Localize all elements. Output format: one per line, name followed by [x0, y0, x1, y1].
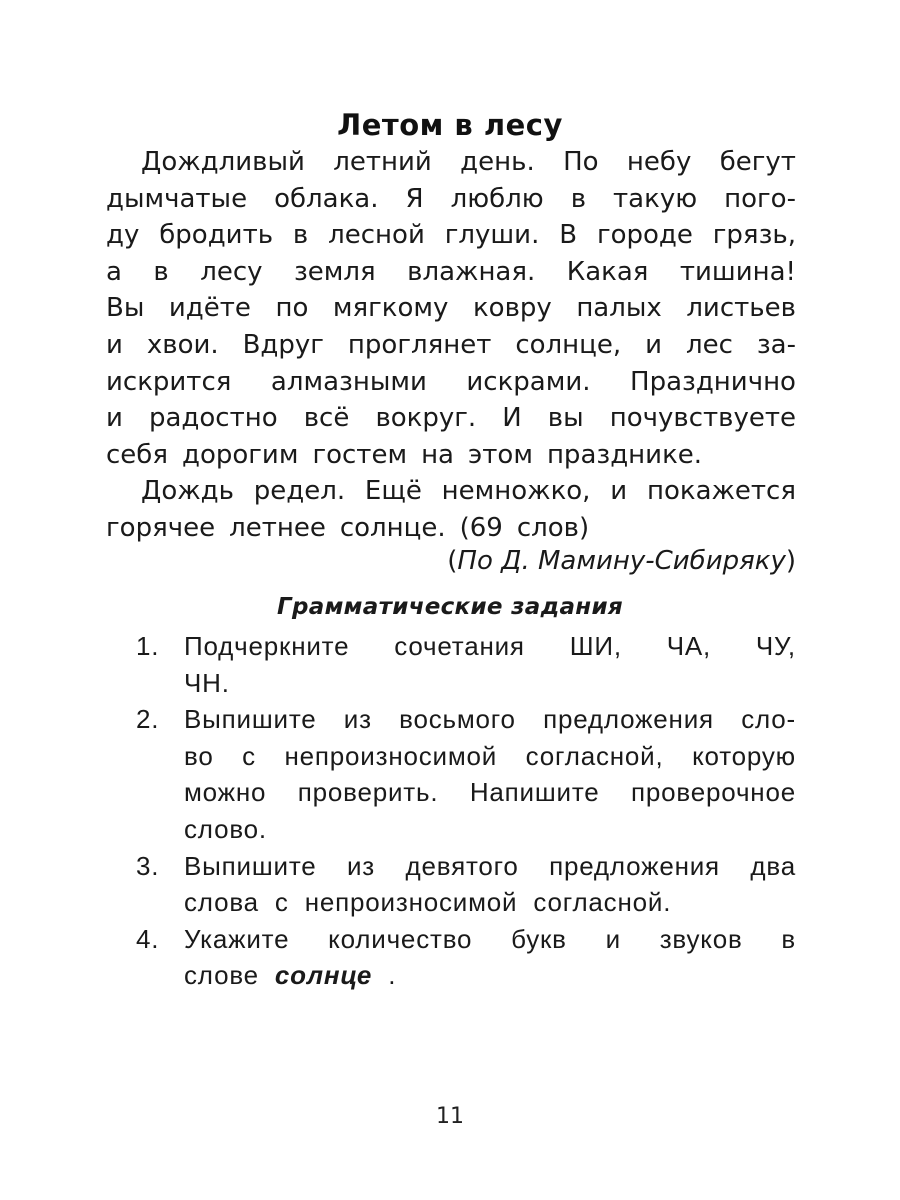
word: Я: [405, 183, 424, 214]
task-line: [184, 957, 796, 994]
word: По: [563, 147, 599, 177]
word: проверочное: [631, 777, 796, 808]
word: облака.: [274, 183, 379, 214]
word: ковру: [472, 293, 552, 324]
task-line: [184, 738, 796, 775]
emphasized-word: [275, 957, 396, 994]
story-paragraph-2: [106, 473, 796, 546]
word: слове: [184, 960, 259, 991]
word: ШИ,: [569, 631, 622, 661]
word: согласной,: [525, 740, 664, 771]
word: за-: [756, 329, 796, 360]
word: празднике.: [546, 439, 703, 470]
word: искрится: [106, 366, 232, 397]
word: вы: [547, 403, 584, 434]
word: ЧУ,: [755, 631, 796, 661]
word: предложения: [543, 704, 714, 735]
word: ду: [106, 220, 140, 251]
word: из: [346, 850, 376, 881]
attribution-author: По Д. Мамину-Сибиряку: [457, 546, 786, 576]
word: Выпишите: [184, 850, 317, 881]
word: Какая: [566, 256, 649, 287]
word: звуков: [659, 923, 743, 954]
word: грязь,: [712, 220, 796, 251]
word: непроизносимой: [284, 740, 498, 771]
word: в: [570, 183, 587, 214]
word: и: [610, 476, 628, 507]
word: гостем: [312, 439, 408, 470]
word: и: [645, 329, 662, 360]
text-line: [106, 437, 796, 474]
word: земля: [293, 256, 376, 287]
word: Дождь: [141, 476, 234, 507]
word: летний: [333, 147, 432, 177]
word: (69: [459, 512, 503, 543]
word: сочетания: [394, 631, 525, 661]
task-item: [136, 921, 796, 994]
text-line: [106, 400, 796, 437]
text-line: [106, 290, 796, 327]
word: букв: [511, 923, 567, 954]
punctuation: .: [388, 960, 397, 991]
word: и: [106, 329, 123, 360]
word: Укажите: [184, 923, 290, 954]
word: с: [242, 740, 256, 771]
word: горячее: [106, 512, 216, 543]
tasks-list: [136, 628, 796, 994]
attribution-open-paren: (: [447, 546, 458, 576]
word: лесной: [328, 220, 425, 251]
word: ЧН.: [184, 667, 230, 698]
task-line: [184, 811, 796, 848]
task-item: [136, 701, 796, 847]
word: вокруг.: [375, 403, 477, 434]
page-title: Летом в лесу: [337, 108, 563, 142]
word: искрами.: [466, 366, 591, 397]
word: и: [106, 403, 123, 434]
word: лесу: [200, 256, 263, 287]
task-line: [184, 848, 796, 885]
word: небу: [626, 147, 692, 177]
word: слово.: [184, 813, 267, 844]
attribution: [447, 546, 796, 576]
bold-word: солнце: [274, 960, 373, 991]
word: сло-: [741, 704, 796, 735]
word: солнце.: [339, 512, 446, 543]
word: в: [292, 220, 309, 251]
word: Дождливый: [141, 147, 305, 177]
word: мягкому: [332, 293, 449, 324]
word: и: [605, 923, 621, 954]
word: Вы: [106, 293, 145, 324]
task-number: 1.: [136, 631, 160, 661]
word: летнее: [229, 512, 326, 543]
word: непроизносимой: [304, 887, 518, 918]
word: Празднично: [630, 366, 796, 397]
story-paragraph-1: [106, 144, 796, 473]
word: И: [502, 403, 522, 434]
word: с: [274, 887, 289, 918]
word: из: [343, 704, 372, 735]
word: почувствуете: [609, 403, 796, 434]
task-item: [136, 628, 796, 701]
word: В: [559, 220, 578, 251]
tasks-heading: Грамматические задания: [277, 594, 623, 620]
word: немножко,: [441, 476, 591, 507]
text-line: [106, 181, 796, 218]
word: Выпишите: [184, 704, 317, 735]
task-line: [184, 884, 796, 921]
word: два: [750, 850, 796, 881]
word: покажется: [646, 476, 796, 507]
word: бегут: [719, 147, 796, 177]
word: радостно: [148, 403, 278, 434]
word: Вдруг: [242, 329, 324, 360]
task-line: [184, 921, 796, 958]
word: себя: [106, 439, 168, 470]
word: идёте: [168, 293, 251, 324]
word: лес: [685, 329, 733, 360]
task-line: [184, 701, 796, 738]
word: проверить.: [297, 777, 439, 808]
word: на: [421, 439, 454, 470]
word: Подчеркните: [184, 631, 350, 661]
task-line: [184, 774, 796, 811]
word: дорогим: [181, 439, 299, 470]
text-line: [106, 510, 796, 547]
text-line: [106, 364, 796, 401]
word: количество: [328, 923, 473, 954]
word: слова: [184, 887, 259, 918]
word: по: [275, 293, 309, 324]
word: ЧА,: [666, 631, 712, 661]
text-line: [106, 473, 796, 510]
word: девятого: [405, 850, 519, 881]
word: редел.: [253, 476, 346, 507]
word: листьев: [686, 293, 796, 324]
word: во: [184, 740, 214, 771]
task-number: 4.: [136, 923, 160, 954]
word: всё: [303, 403, 350, 434]
word: согласной.: [533, 887, 672, 918]
word: Ещё: [364, 476, 422, 507]
attribution-close-paren: ): [785, 546, 796, 576]
text-line: [106, 254, 796, 291]
task-number: 3.: [136, 850, 160, 881]
word: палых: [576, 293, 662, 324]
word: тишина!: [679, 256, 796, 287]
word: проглянет: [347, 329, 492, 360]
word: которую: [692, 740, 796, 771]
word: слов): [516, 512, 590, 543]
word: в: [781, 923, 796, 954]
word: восьмого: [399, 704, 516, 735]
text-line: [106, 217, 796, 254]
word: бродить: [159, 220, 274, 251]
word: можно: [184, 777, 267, 808]
task-item: [136, 848, 796, 921]
task-line: [184, 665, 796, 702]
word: хвои.: [146, 329, 219, 360]
word: пого-: [724, 183, 796, 214]
word: а: [106, 256, 122, 287]
word: предложения: [549, 850, 720, 881]
word: алмазными: [270, 366, 427, 397]
word: люблю: [450, 183, 544, 214]
page-number: 11: [436, 1104, 464, 1129]
text-line: [106, 144, 796, 181]
task-number: 2.: [136, 704, 160, 735]
task-line: [184, 628, 796, 665]
word: такую: [613, 183, 698, 214]
word: этом: [468, 439, 533, 470]
word: солнце,: [515, 329, 622, 360]
story-text: [106, 144, 796, 547]
word: городе: [596, 220, 693, 251]
word: влажная.: [407, 256, 536, 287]
word: дымчатые: [106, 183, 248, 214]
word: в: [153, 256, 169, 287]
word: глуши.: [444, 220, 540, 251]
word: Напишите: [469, 777, 600, 808]
text-line: [106, 327, 796, 364]
word: день.: [460, 147, 535, 177]
